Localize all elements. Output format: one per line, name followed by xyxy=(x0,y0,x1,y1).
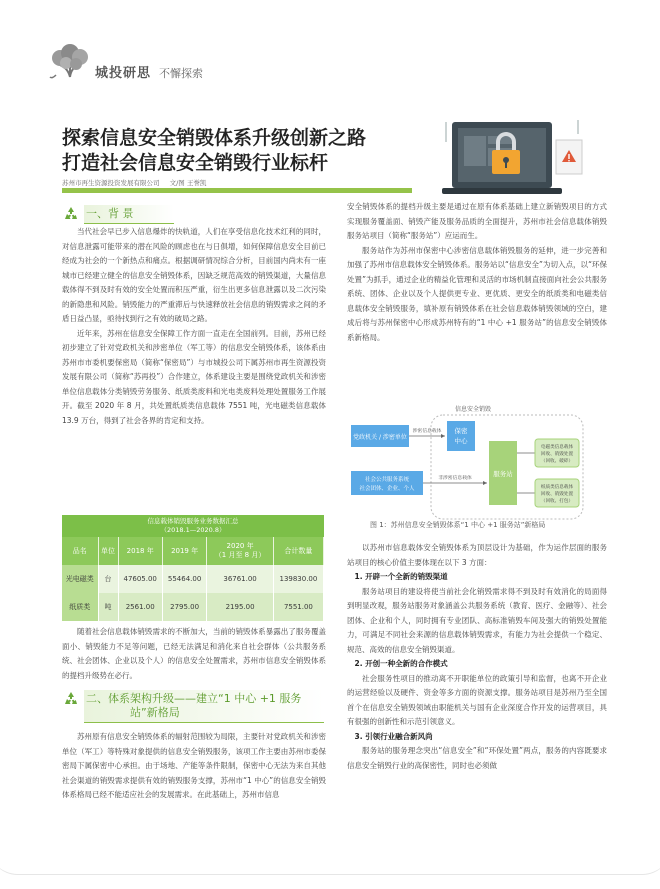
table-cell: 55464.00 xyxy=(162,565,206,593)
brain-tree-logo-icon xyxy=(48,43,92,81)
left-column-top xyxy=(62,225,326,428)
left-paragraph-4: 苏州原有信息安全销毁体系的辐射范围较为局限，主要针对党政机关和涉密单位（军工）等特殊对象提供的信息安全销毁服务，该项工作主要由苏州市委保密局下属保密中心承担。由于场地、产能等条件限制，保密中心无法为来自其他社会渠道的销毁需求提供有效的销毁服务支撑，苏州市“1 中心”的信息安全销毁体系格局已经不能适应社会的发展需求。在此基础上，苏州市信息 xyxy=(62,732,326,799)
diagram-station: 服务站 xyxy=(493,470,513,478)
right-paragraph-6: 服务站的服务理念突出“信息安全”和“环保处置”两点，服务的内容既要求信息安全销毁行业的高保密性，同时也必须做 xyxy=(347,746,607,770)
table-title xyxy=(62,515,324,537)
diagram-left-bottom: 社会公共服务系统 xyxy=(364,477,410,483)
table-header-cell: 2020 年 （1 月至 8 月） xyxy=(207,537,274,565)
right-paragraph-2: 服务站作为苏州市保密中心涉密信息载体销毁服务的延伸，进一步完善和加强了苏州市信息载体安全销毁体系。服务站以“信息安全”为切入点，以“环保处置”为抓手，通过企业的精益化管理和灵活的市场机制直接面向社会公共服务系统、团体、企业以及个人提供更专业、更优质、更安全的纸质类和电磁类信息载体安全销毁服务，填补原有销毁体系在社会信息载体销毁领域的空白，建成后将与苏州保密中心形成苏州特有的“1 中心 +1 服务站”的信息安全销毁体系新格局。 xyxy=(347,245,607,342)
right-paragraph-1: 安全销毁体系的提档升级主要是通过在原有体系基础上建立新销毁项目的方式实现服务覆盖面、销毁产能及服务品质的全面提升，苏州市社会信息载体销毁服务站项目（简称“服务站”）应运而生。 xyxy=(347,202,607,240)
diagram-out-top-3: （回收、破碎） xyxy=(540,459,574,464)
brand-name: 城投研思 xyxy=(95,66,152,81)
table-row xyxy=(62,565,324,593)
table-cell: 光电磁类 xyxy=(62,565,98,593)
right-paragraph-4: 服务站项目的建设将使当前社会化销毁需求得不到及时有效消化的局面得到明显改观，服务站服务对象涵盖公共服务系统（教育、医疗、金融等）、社会团体、企业和个人，同时拥有专业团队、高标准销毁车间及强大的销毁处置能力，可满足不同社会来源的信息载体销毁需求，有能力为社会提供一个稳定、规范、高效的信息安全销毁渠道。 xyxy=(347,586,607,654)
right-column-bottom xyxy=(347,541,607,773)
left-paragraph-3: 随着社会信息载体销毁需求的不断加大，当前的销毁体系暴露出了服务覆盖面小、销毁能力不足等问题，已经无法满足和消化来自社会群体（公共服务系统、社会团体、企业以及个人）的信息安全处置需求，苏州市信息安全销毁体系的提档升级势在必行。 xyxy=(62,627,326,680)
right-paragraph-3: 以苏州市信息载体安全销毁体系为顶层设计为基础，作为运作层面的服务站项目的核心价值主要体现在以下 3 方面： xyxy=(347,543,607,567)
diagram-out-bottom-2: 回收、销毁处置 xyxy=(540,492,574,497)
recycle-icon xyxy=(62,205,80,223)
left-paragraph-1: 当代社会早已步入信息爆炸的快轨道，人们在享受信息化技术红利的同时，对信息泄露可能带来的潜在风险的顾虑也在与日俱增，如何保障信息安全目前已经成为社会的一个新热点和痛点。根据调研情况综合分析，目前国内尚未有一座城市已经建立健全的信息安全销毁体系，因缺乏规范高效的销毁渠道，大量信息载体得不到及时有效的安全处置而积压严重，衍生出更多信息泄露以及二次污染的新隐患和风险。销毁能力的严重滞后与快速释放社会信息的销毁需求之间的矛盾日益凸显，亟待找到行之有效的破局之路。 xyxy=(62,227,326,323)
left-paragraph-2: 近年来，苏州在信息安全保障工作方面一直走在全国前列。目前，苏州已经初步建立了针对党政机关和涉密单位（军工等）的信息安全销毁体系，该体系由苏州市市委机要保密局（简称“保密局”）与市城投公司下属苏州市再生资源投资发展有限公司（简称“苏再投”）合作建立，体系建设主要是围绕党政机关和涉密单位信息载体分类销毁劳务服务、纸质类废料和光电类废料处理处置服务工作展开。截至 2020 年 8 月，共处置纸质类信息载体 7551 吨，光电磁类信息载体 13.9 万台，得到了社会各界的肯定和支持。 xyxy=(62,328,326,425)
left-column-bottom xyxy=(62,730,326,803)
brand-header xyxy=(48,43,203,81)
table-cell: 台 xyxy=(98,565,118,593)
diagram-left-top: 党政机关 / 涉密单位 xyxy=(353,434,407,441)
right-heading-1: 1. 开辟一个全新的销毁渠道 xyxy=(354,572,448,581)
left-column-middle xyxy=(62,625,326,683)
table-cell: 2795.00 xyxy=(162,593,206,621)
right-heading-3: 3. 引领行业融合新风尚 xyxy=(354,731,433,741)
diagram-out-bottom-1: 纸质类信息载体 xyxy=(540,485,574,490)
system-diagram xyxy=(347,403,609,523)
section-1-title: 一、背 景 xyxy=(84,205,174,224)
diagram-out-top-2: 回收、销毁处置 xyxy=(540,452,574,457)
table-cell: 纸质类 xyxy=(62,593,98,621)
table-header-cell: 品名 xyxy=(62,537,98,565)
right-heading-2: 2. 开创一种全新的合作模式 xyxy=(354,659,448,668)
data-table xyxy=(62,515,324,621)
diagram-out-top-1: 电磁类信息载体 xyxy=(540,445,574,450)
title-line-1: 探索信息安全销毁体系升级创新之路 xyxy=(62,127,367,149)
title-rule xyxy=(62,188,412,193)
section-2-title-line-2: 站”新格局 xyxy=(130,706,180,719)
table-header-cell: 合计数量 xyxy=(273,537,323,565)
diagram-arrow-top: 涉密信息载体 xyxy=(412,429,442,434)
right-column-top xyxy=(347,200,607,345)
table-grid xyxy=(62,537,324,621)
diagram-out-bottom-3: （回收、打包） xyxy=(540,499,574,504)
diagram-arrow-bottom: 非涉密信息载体 xyxy=(438,476,472,481)
table-title-line-2: （2018.1—2020.8） xyxy=(160,526,226,534)
diagram-left-bottom-2: 社会团体、企业、个人 xyxy=(359,486,415,492)
table-cell: 吨 xyxy=(98,593,118,621)
recycle-icon xyxy=(62,690,80,708)
diagram-center: 保密 xyxy=(454,427,468,435)
section-2-heading xyxy=(62,690,324,723)
table-title-line-1: 信息载体销毁服务业务数据汇总 xyxy=(147,517,239,525)
section-2-title xyxy=(84,690,324,723)
table-header-row xyxy=(62,537,324,565)
security-laptop-illustration xyxy=(438,112,588,200)
byline-author: 文/图 王誉凯 xyxy=(169,179,207,187)
table-cell: 139830.00 xyxy=(273,565,323,593)
table-cell: 7551.00 xyxy=(273,593,323,621)
article-title xyxy=(62,126,412,176)
table-row xyxy=(62,593,324,621)
diagram-caption: 图 1：苏州信息安全销毁体系“1 中心 +1 服务站”新格局 xyxy=(370,521,546,529)
title-line-2: 打造社会信息安全销毁行业标杆 xyxy=(62,152,329,174)
diagram-top-label: 信息安全销毁 xyxy=(454,406,492,413)
byline-org: 苏州市再生资源投资发展有限公司 xyxy=(62,179,160,187)
table-cell: 47605.00 xyxy=(118,565,162,593)
brand-tagline: 不懈探索 xyxy=(159,67,204,80)
table-cell: 2561.00 xyxy=(118,593,162,621)
table-header-cell: 2018 年 xyxy=(118,537,162,565)
section-2-title-line-1: 二、体系架构升级——建立“1 中心 +1 服务 xyxy=(86,692,302,705)
table-header-cell: 单位 xyxy=(98,537,118,565)
section-1-heading xyxy=(62,205,174,224)
table-header-cell: 2019 年 xyxy=(162,537,206,565)
diagram-center-2: 中心 xyxy=(454,437,468,445)
byline xyxy=(62,178,214,187)
table-cell: 2195.00 xyxy=(207,593,274,621)
table-cell: 36761.00 xyxy=(207,565,274,593)
right-paragraph-5: 社会服务性项目的推动离不开职能单位的政策引导和监督，也离不开企业的运营经验以及硬件、资金等多方面的资源支撑。服务站项目是苏州乃至全国首个在信息安全销毁领域由职能机关与国有企业深度合作开发的运营项目，具有很强的创新性和示范引领意义。 xyxy=(347,673,607,726)
